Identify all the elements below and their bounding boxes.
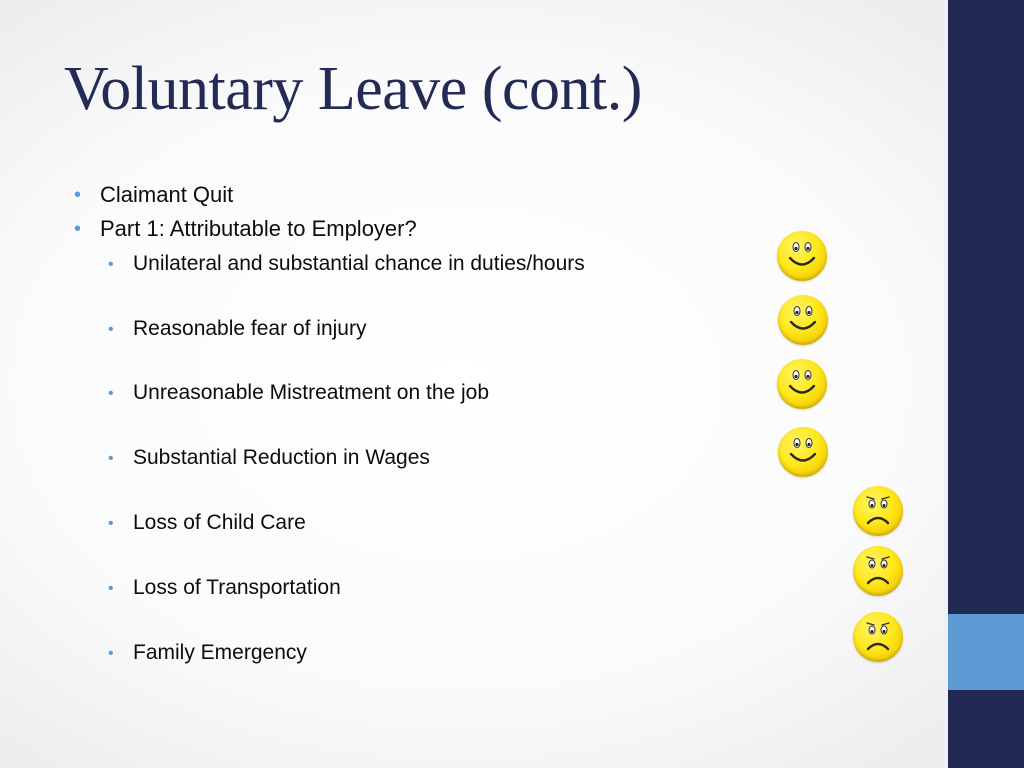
sub-bullet-item bbox=[108, 316, 367, 342]
bullet-marker: • bbox=[74, 184, 82, 206]
bullet-text: Unreasonable Mistreatment on the job bbox=[133, 381, 490, 404]
bullet-marker: • bbox=[108, 385, 114, 402]
bullet-marker: • bbox=[108, 256, 114, 273]
bullet-text: Loss of Transportation bbox=[133, 576, 341, 599]
sad-face-icon bbox=[853, 486, 903, 536]
sub-bullet-item bbox=[108, 510, 306, 536]
bullet-text: Reasonable fear of injury bbox=[133, 317, 367, 340]
sad-face-icon bbox=[853, 546, 903, 596]
happy-face-icon bbox=[777, 231, 827, 281]
bullet-text: Family Emergency bbox=[133, 641, 307, 664]
sub-bullet-item bbox=[108, 251, 585, 277]
bullet-text: Part 1: Attributable to Employer? bbox=[100, 216, 417, 241]
bullet-marker: • bbox=[108, 321, 114, 338]
bullet-marker: • bbox=[108, 645, 114, 662]
bullet-item bbox=[74, 182, 234, 208]
sub-bullet-item bbox=[108, 380, 490, 406]
bullet-text: Unilateral and substantial chance in duties/hours bbox=[133, 252, 585, 275]
sub-bullet-item bbox=[108, 575, 341, 601]
bullet-marker: • bbox=[108, 515, 114, 532]
bullet-marker: • bbox=[74, 218, 82, 240]
sub-bullet-item bbox=[108, 445, 430, 471]
happy-face-icon bbox=[778, 427, 828, 477]
bullet-text: Loss of Child Care bbox=[133, 511, 306, 534]
happy-face-icon bbox=[778, 295, 828, 345]
bullet-text: Claimant Quit bbox=[100, 182, 234, 207]
bullet-marker: • bbox=[108, 580, 114, 597]
bullet-text: Substantial Reduction in Wages bbox=[133, 446, 430, 469]
sidebar-accent-block bbox=[948, 614, 1024, 690]
sad-face-icon bbox=[853, 612, 903, 662]
bullet-item bbox=[74, 216, 417, 242]
sub-bullet-item bbox=[108, 640, 307, 666]
happy-face-icon bbox=[777, 359, 827, 409]
slide-title: Voluntary Leave (cont.) bbox=[64, 55, 642, 123]
bullet-marker: • bbox=[108, 450, 114, 467]
